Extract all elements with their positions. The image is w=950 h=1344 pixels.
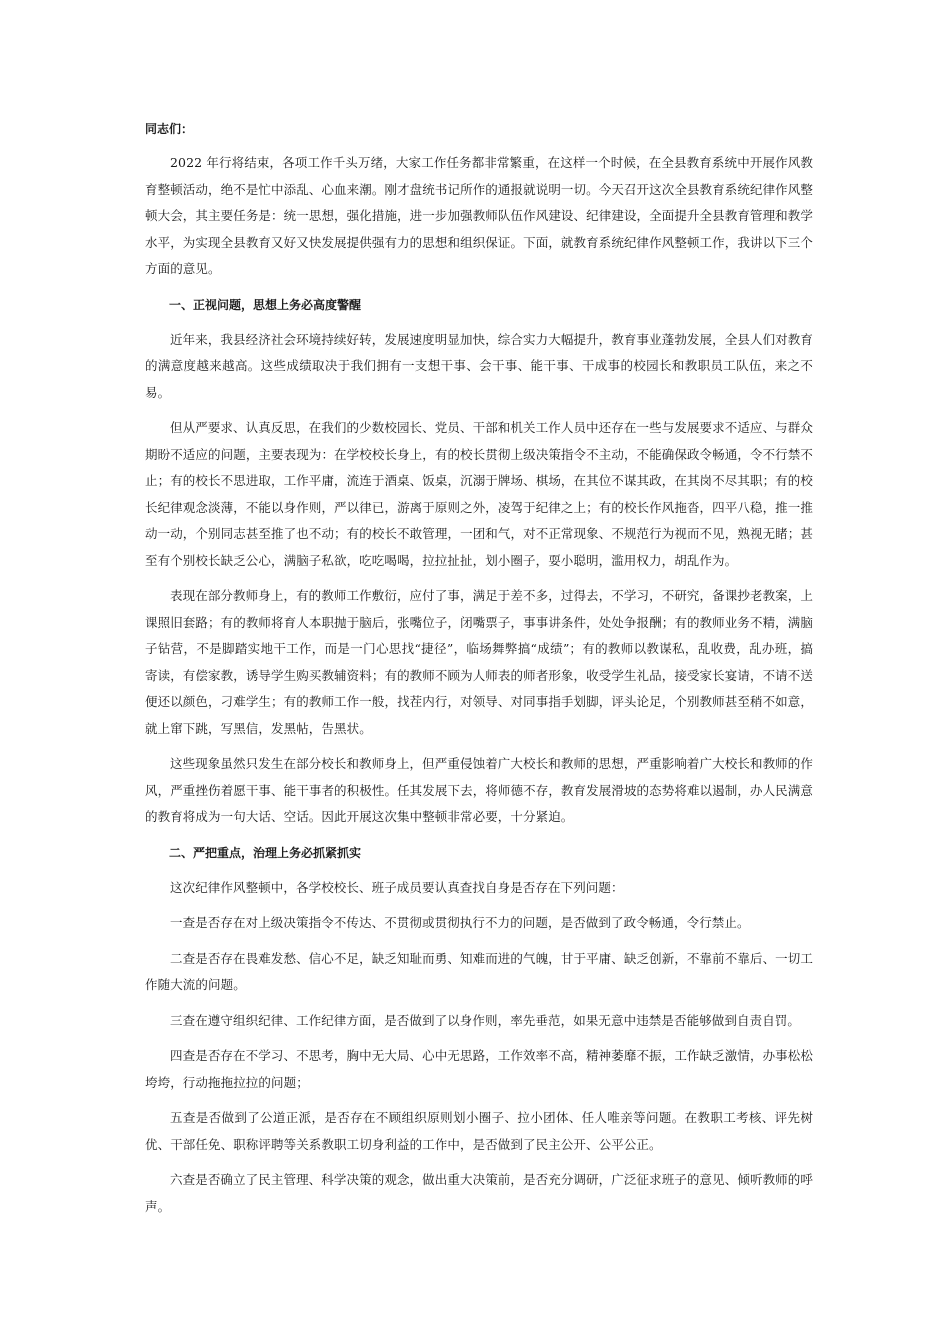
- section-heading-2: 二、严把重点，治理上务必抓紧抓实: [169, 845, 362, 860]
- document-page: [145, 116, 813, 1229]
- paragraph: 但从严要求、认真反思，在我们的少数校园长、党员、干部和机关工作人员中还存在一些与发展要求不适应、与群众期盼不适应的问题，主要表现为：在学校校长身上，有的校长贯彻上级决策指令不主动，不能确保政令畅通，令不行禁不止；有的校长不思进取，工作平庸，流连于酒桌、饭桌，沉溺于牌场、棋场，在其位不谋其政，在其岗不尽其职；有的校长纪律观念淡薄，不能以身作则，严以律已，游离于原则之外，凌驾于纪律之上；有的校长作风拖沓，四平八稳，推一推动一动，个别同志甚至推了也不动；有的校长不敢管理，一团和气，对不正常现象、不规范行为视而不见，熟视无睹；甚至有个别校长缺乏公心，满脑子私欲，吃吃喝喝，拉拉扯扯，划小圈子，耍小聪明，滥用权力，胡乱作为。: [145, 420, 813, 568]
- check-item-6: 六查是否确立了民主管理、科学决策的观念，做出重大决策前，是否充分调研，广泛征求班子的意见、倾听教师的呼声。: [145, 1172, 813, 1214]
- check-item-2: 二查是否存在畏难发愁、信心不足，缺乏知耻而勇、知难而进的气魄，甘于平庸、缺乏创新，不靠前不靠后、一切工作随大流的问题。: [145, 950, 813, 992]
- check-item-1: 一查是否存在对上级决策指令不传达、不贯彻或贯彻执行不力的问题，是否做到了政令畅通，令行禁止。: [170, 915, 750, 930]
- check-item-4: 四查是否存在不学习、不思考，胸中无大局、心中无思路，工作效率不高，精神萎靡不振，工作缺乏激情，办事松松垮垮，行动拖拖拉拉的问题；: [145, 1048, 813, 1090]
- section-heading-1: 一、正视问题，思想上务必高度警醒: [169, 297, 362, 312]
- paragraph: 表现在部分教师身上，有的教师工作敷衍，应付了事，满足于差不多，过得去，不学习，不研究，备课抄老教案，上课照旧套路；有的教师将育人本职抛于脑后，张嘴位子，闭嘴票子，事事讲条件，处处争报酬；有的教师业务不精，满脑子钻营，不是脚踏实地干工作，而是一门心思找“捷径”，临场舞弊搞“成绩”；有的教师以教谋私，乱收费，乱办班，搞寄读，有偿家教，诱导学生购买教辅资料；有的教师不顾为人师表的师者形象，收受学生礼品，接受家长宴请，不请不送便还以颜色，刁难学生；有的教师工作一般，找茬内行，对领导、对同事指手划脚，评头论足，个别教师甚至稍不如意，就上窜下跳，写黑信，发黑帖，告黑状。: [145, 588, 813, 736]
- paragraph: 近年来，我县经济社会环境持续好转，发展速度明显加快，综合实力大幅提升，教育事业蓬勃发展，全县人们对教育的满意度越来越高。这些成绩取决于我们拥有一支想干事、会干事、能干事、干成事的校园长和教职员工队伍，来之不易。: [145, 331, 813, 400]
- salutation: 同志们：: [145, 122, 194, 136]
- paragraph: 这次纪律作风整顿中，各学校校长、班子成员要认真查找自身是否存在下列问题：: [170, 879, 624, 895]
- check-item-3: 三查在遵守组织纪律、工作纪律方面，是否做到了以身作则，率先垂范，如果无意中违禁是否能够做到自责自罚。: [170, 1012, 801, 1028]
- paragraph-intro: 2022 年行将结束，各项工作千头万绪，大家工作任务都非常繁重，在这样一个时候，在全县教育系统中开展作风教育整顿活动，绝不是忙中添乱、心血来潮。刚才盘统书记所作的通报就说明一切。今天召开这次全县教育系统纪律作风整顿大会，其主要任务是：统一思想，强化措施，进一步加强教师队伍作风建设、纪律建设，全面提升全县教育管理和教学水平，为实现全县教育又好又快发展提供强有力的思想和组织保证。下面，就教育系统纪律作风整顿工作，我讲以下三个方面的意见。: [145, 155, 813, 276]
- paragraph: 这些现象虽然只发生在部分校长和教师身上，但严重侵蚀着广大校长和教师的思想，严重影响着广大校长和教师的作风，严重挫伤着愿干事、能干事者的积极性。任其发展下去，将师德不存，教育发展滑坡的态势将难以遏制，办人民满意的教育将成为一句大话、空话。因此开展这次集中整顿非常必要，十分紧迫。: [145, 756, 813, 824]
- check-item-5: 五查是否做到了公道正派，是否存在不顾组织原则划小圈子、拉小团体、任人唯亲等问题。在教职工考核、评先树优、干部任免、职称评聘等关系教职工切身利益的工作中，是否做到了民主公开、公平公正。: [145, 1110, 813, 1152]
